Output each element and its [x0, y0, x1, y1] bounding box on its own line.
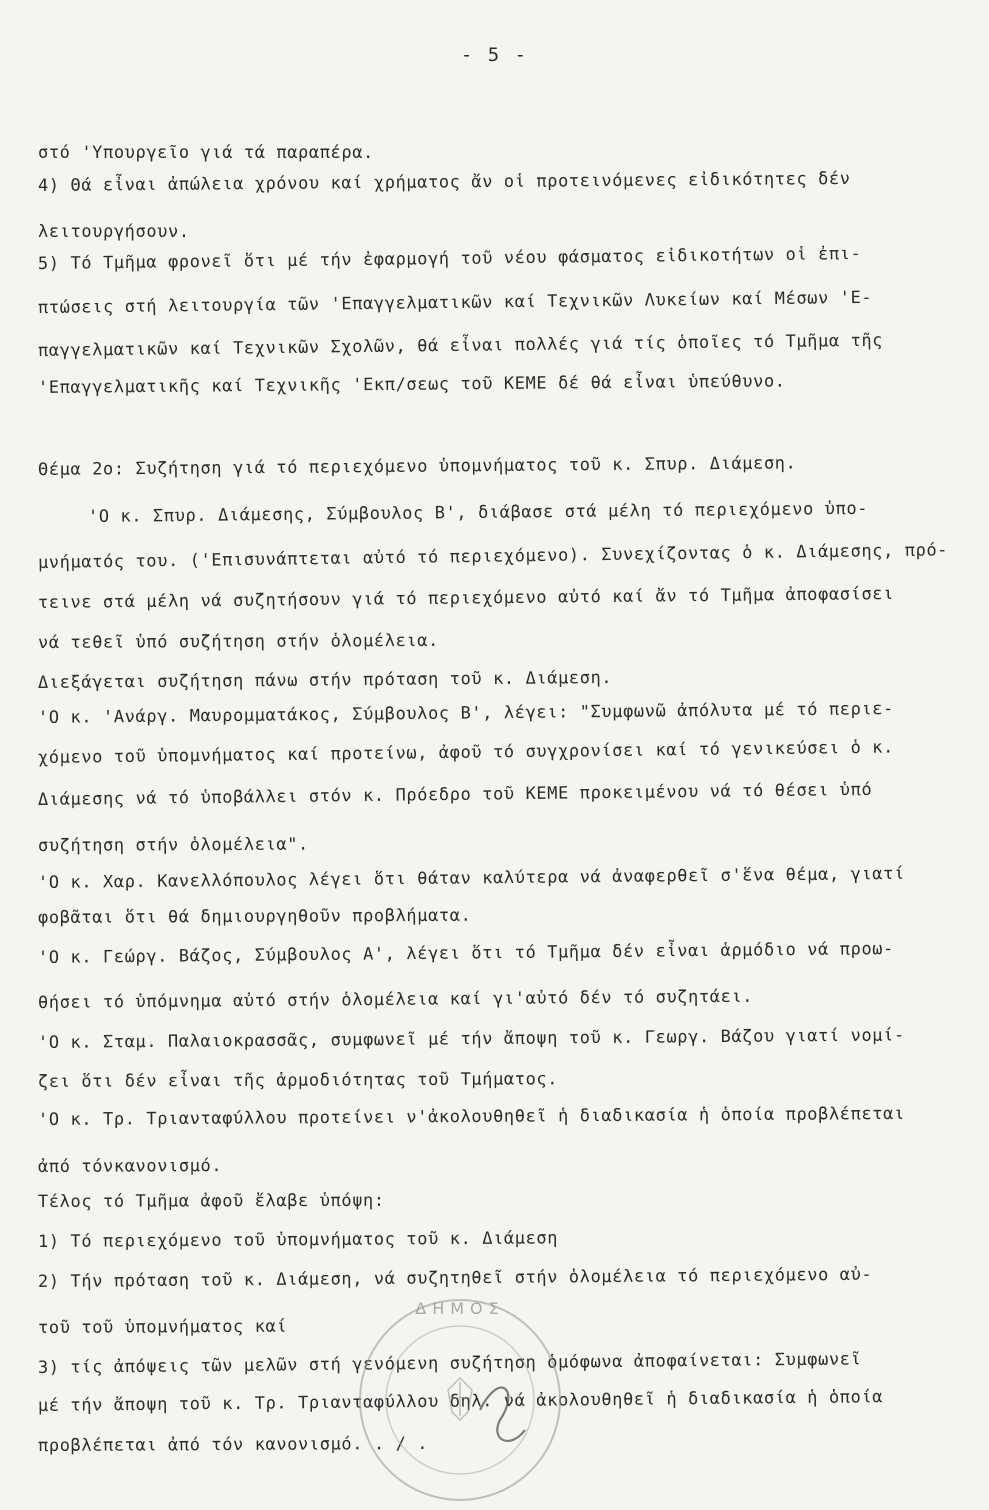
text-line: 'Ο κ. Τρ. Τριανταφύλλου προτείνει ν'ἀκολουθηθεῖ ἡ διαδικασία ἡ ὁποία προβλέπεται	[37, 1103, 905, 1130]
text-line: προβλέπεται ἀπό τόν κανονισμό. . / .	[37, 1433, 429, 1456]
text-line: 4) Θά εἶναι ἀπώλεια χρόνου καί χρήματος ἄν οἱ προτεινόμενες εἰδικότητες δέν	[37, 168, 851, 196]
text-line: Διάμεσης νά τό ὑποβάλλει στόν κ. Πρόεδρο τοῦ ΚΕΜΕ προκειμένου νά τό θέσει ὑπό	[37, 779, 873, 810]
text-line: τεινε στά μέλη νά συζητήσουν γιά τό περιεχόμενο αὐτό καί ἄν τό Τμῆμα ἀποφασίσει	[37, 584, 895, 613]
text-line: τοῦ τοῦ ὑπομνήματος καί	[37, 1316, 288, 1338]
text-line: 2) Τήν πρόταση τοῦ κ. Διάμεση, νά συζητηθεῖ στήν ὁλομέλεια τό περιεχόμενο αὐ-	[37, 1264, 873, 1292]
section-heading: Θέμα 2ο: Συζήτηση γιά τό περιεχόμενο ὑπομνήματος τοῦ κ. Σπυρ. Διάμεση.	[37, 453, 797, 480]
text-line: λειτουργήσουν.	[38, 222, 190, 242]
official-stamp	[350, 1290, 570, 1510]
text-line: θήσει τό ὑπόμνημα αὐτό στήν ὁλομέλεια καί γι'αὐτό δέν τό συζητάει.	[37, 986, 754, 1013]
text-line: μέ τήν ἄποψη τοῦ κ. Τρ. Τριανταφύλλου δηλ. νά ἀκολουθηθεῖ ἡ διαδικασία ἡ ὁποία	[37, 1387, 884, 1416]
signature-mark	[480, 1388, 525, 1441]
text-line: φοβᾶται ὅτι θά δημιουργηθοῦν προβλήματα.	[37, 905, 472, 928]
text-line: 'Ο κ. Χαρ. Κανελλόπουλος λέγει ὅτι θάταν καλύτερα νά ἀναφερθεῖ σ'ἕνα θέμα, γιατί	[37, 863, 905, 893]
text-line: 'Ο κ. Σπυρ. Διάμεσης, Σύμβουλος Β', διάβασε στά μέλη τό περιεχόμενο ὑπο-	[87, 498, 869, 527]
text-line: Τέλος τό Τμῆμα ἀφοῦ ἔλαβε ὑπόψη:	[37, 1190, 385, 1212]
text-line: 3) τίς ἀπόψεις τῶν μελῶν στή γενόμενη συζήτηση ὁμόφωνα ἀποφαίνεται: Συμφωνεῖ	[37, 1349, 862, 1378]
text-line: πτώσεις στή λειτουργία τῶν 'Επαγγελματικῶν καί Τεχνικῶν Λυκείων καί Μέσων 'Ε-	[37, 287, 873, 318]
text-line: 'Ο κ. 'Ανάργ. Μαυρομματάκος, Σύμβουλος Β', λέγει: "Συμφωνῶ ἀπόλυτα μέ τό περιε-	[37, 699, 895, 728]
text-line: 'Ο κ. Σταμ. Παλαιοκρασσᾶς, συμφωνεῖ μέ τήν ἄποψη τοῦ κ. Γεωργ. Βάζου γιατί νομί-	[37, 1025, 905, 1053]
text-line: νά τεθεῖ ὑπό συζήτηση στήν ὁλομέλεια.	[37, 630, 439, 653]
stamp-text: ΔΗΜΟΣ	[415, 1299, 505, 1318]
text-line: στό 'Υπουργεῖο γιά τά παραπέρα.	[38, 143, 374, 163]
text-line: Διεξάγεται συζήτηση πάνω στήν πρόταση τοῦ κ. Διάμεση.	[37, 667, 613, 693]
text-line: 5) Τό Τμῆμα φρονεῖ ὅτι μέ τήν ἐφαρμογή τοῦ νέου φάσματος εἰδικοτήτων οἱ ἐπι-	[37, 243, 862, 274]
text-line: χόμενο τοῦ ὑπομνήματος καί προτείνω, ἀφοῦ τό συγχρονίσει καί τό γενικεύσει ὁ κ.	[37, 737, 895, 768]
text-line: 'Ο κ. Γεώργ. Βάζος, Σύμβουλος Α', λέγει ὅτι τό Τμῆμα δέν εἶναι ἁρμόδιο νά προω-	[37, 939, 895, 968]
page-number: - 5 -	[460, 44, 529, 66]
text-line: συζήτηση στήν ὁλομέλεια".	[37, 834, 309, 856]
text-line: μνήματός του. ('Επισυνάπτεται αὐτό τό περιεχόμενο). Συνεχίζοντας ὁ κ. Διάμεσης, πρό-	[37, 540, 949, 573]
text-line: 'Επαγγελματικῆς καί Τεχνικῆς 'Εκπ/σεως τοῦ ΚΕΜΕ δέ θά εἶναι ὑπεύθυνο.	[37, 371, 786, 398]
text-line: ἀπό τόνκανονισμό.	[37, 1156, 223, 1177]
text-line: 1) Τό περιεχόμενο τοῦ ὑπομνήματος τοῦ κ. Διάμεση	[37, 1228, 559, 1252]
text-line: παγγελματικῶν καί Τεχνικῶν Σχολῶν, θά εἶναι πολλές γιά τίς ὁποῖες τό Τμῆμα τῆς	[37, 330, 884, 361]
text-line: ζει ὅτι δέν εἶναι τῆς ἁρμοδιότητας τοῦ Τμήματος.	[37, 1069, 559, 1092]
